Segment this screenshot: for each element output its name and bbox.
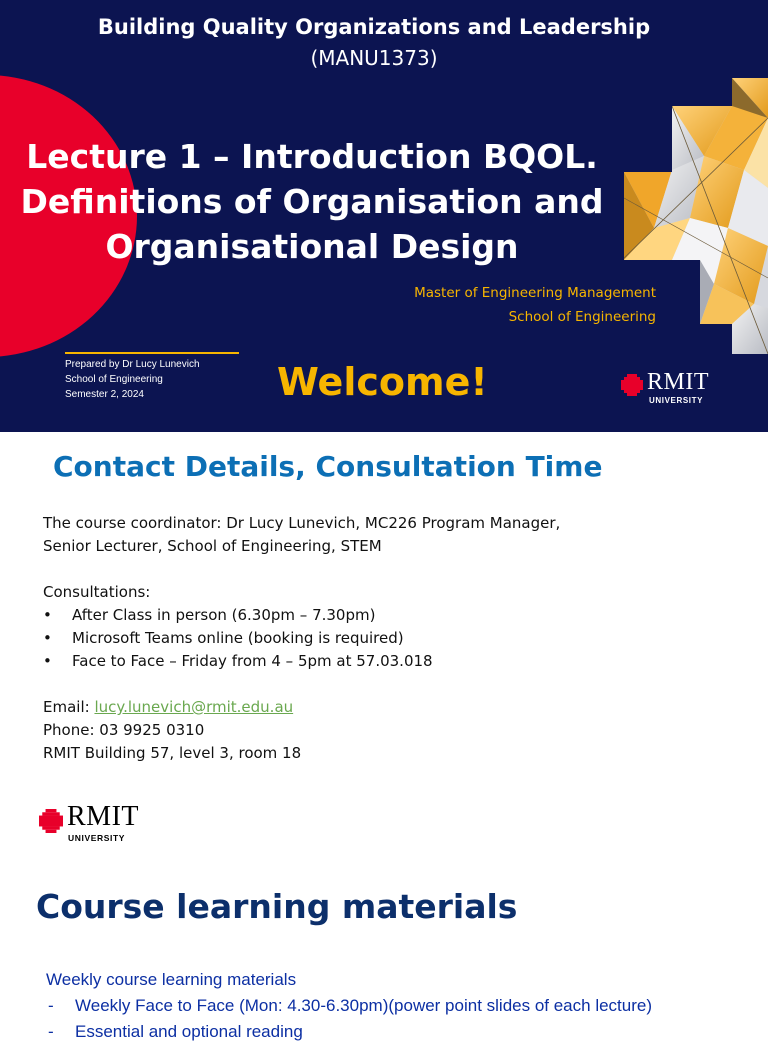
program-name: Master of Engineering Management [414, 285, 656, 301]
email-line [43, 696, 560, 719]
prepared-divider [65, 352, 239, 354]
rmit-university-label: UNIVERSITY [649, 395, 704, 405]
rmit-wordmark: RMIT [647, 369, 709, 395]
list-item: - Weekly Face to Face (Mon: 4.30-6.30pm)(power point slides of each lecture) [46, 993, 652, 1019]
contact-title: Contact Details, Consultation Time [53, 450, 603, 483]
prepared-school: School of Engineering [65, 374, 163, 385]
rmit-university-label: UNIVERSITY [68, 832, 126, 843]
title-slide [0, 0, 768, 432]
consultations-label: Consultations: [43, 583, 151, 601]
course-code: (MANU1373) [310, 46, 438, 70]
lecture-title: Lecture 1 – Introduction BQOL. Definitions of Organisation and Organisational Design [20, 137, 604, 266]
school-name: School of Engineering [508, 309, 656, 325]
welcome-text: Welcome! [277, 360, 488, 404]
rmit-logo [621, 370, 709, 406]
course-title: Building Quality Organizations and Leadership [97, 15, 651, 39]
materials-title: Course learning materials [36, 887, 518, 926]
email-link[interactable]: lucy.lunevich@rmit.edu.au [94, 698, 294, 716]
materials-list [46, 993, 652, 1045]
rmit-wordmark: RMIT [67, 801, 139, 832]
consultations-list [43, 604, 560, 673]
list-item: • Face to Face – Friday from 4 – 5pm at 57.03.018 [43, 650, 560, 673]
materials-subtitle: Weekly course learning materials [46, 970, 297, 989]
materials-body [46, 967, 652, 1045]
prepared-by: Prepared by Dr Lucy Lunevich [65, 359, 200, 370]
location-line: RMIT Building 57, level 3, room 18 [43, 744, 302, 762]
semester: Semester 2, 2024 [65, 389, 144, 400]
list-item: - Essential and optional reading [46, 1019, 652, 1045]
email-label: Email: [43, 698, 95, 716]
coordinator-line-2: Senior Lecturer, School of Engineering, STEM [43, 537, 382, 555]
prepared-info [65, 357, 200, 402]
contact-body [43, 512, 560, 765]
facade-photo [624, 78, 768, 354]
list-item: • Microsoft Teams online (booking is required) [43, 627, 560, 650]
coordinator-line-1: The course coordinator: Dr Lucy Lunevich, MC226 Program Manager, [43, 514, 561, 532]
list-item: • After Class in person (6.30pm – 7.30pm) [43, 604, 560, 627]
rmit-pixel-icon [621, 374, 643, 396]
rmit-logo [39, 803, 139, 843]
phone-line: Phone: 03 9925 0310 [43, 721, 205, 739]
program-info [414, 281, 656, 329]
rmit-pixel-icon [39, 809, 63, 833]
